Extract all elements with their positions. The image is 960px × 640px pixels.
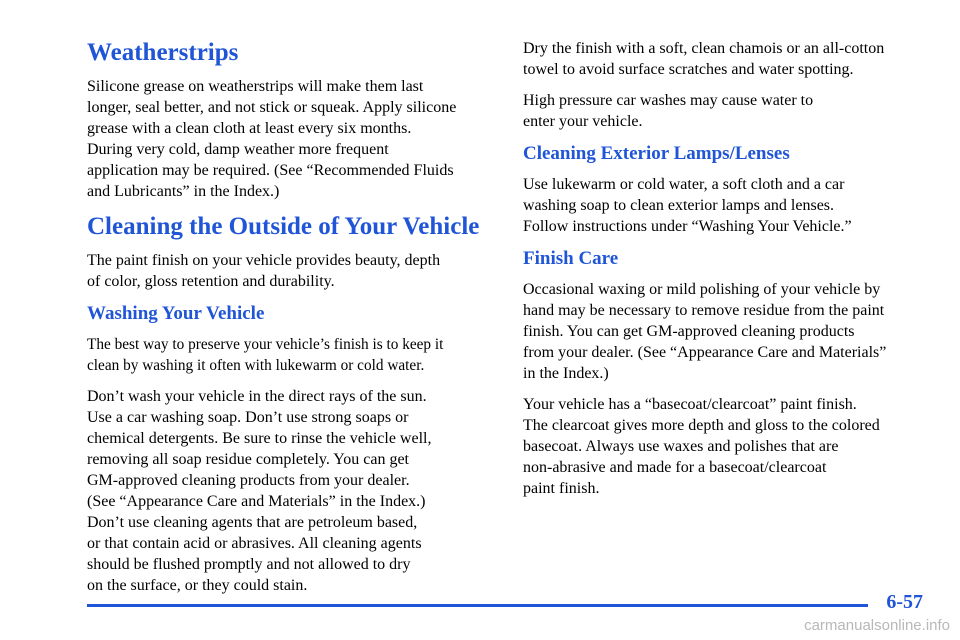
watermark: carmanualsonline.info bbox=[804, 617, 950, 634]
paragraph-weatherstrips: Silicone grease on weatherstrips will make them last longer, seal better, and not stick or squeak. Apply silicone grease with a clean cloth at least every six months. During very cold, damp weather more frequent application may be required. (See “Recommended Fluids and Lubricants” in the Index.) bbox=[87, 78, 457, 200]
right-column bbox=[523, 38, 935, 509]
paragraph-cleaning-lamps: Use lukewarm or cold water, a soft cloth and a car washing soap to clean exterior lamps and lenses. Follow instructions under “Washing Your Vehicle.” bbox=[523, 176, 852, 235]
paragraph-washing-1: The best way to preserve your vehicle’s finish is to keep it clean by washing it often with lukewarm or cold water. bbox=[87, 336, 444, 374]
heading-weatherstrips: Weatherstrips bbox=[87, 39, 239, 66]
left-column bbox=[87, 38, 492, 606]
heading-washing-vehicle: Washing Your Vehicle bbox=[87, 303, 265, 324]
heading-finish-care: Finish Care bbox=[523, 248, 619, 269]
page-number: 6-57 bbox=[886, 591, 923, 613]
paragraph-washing-2: Don’t wash your vehicle in the direct rays of the sun. Use a car washing soap. Don’t use strong soaps or chemical detergents. Be sure to rinse the vehicle well, removing all soap residue completely. You can get GM‐approved cleaning products from your dealer. (See “Appearance Care and Materials” in the Index.) Don’t use cleaning agents that are petroleum based, or that contain acid or abrasives. All cleaning agents should be flushed promptly and not allowed to dry on the surface, or they could stain. bbox=[87, 388, 432, 594]
paragraph-high-pressure: High pressure car washes may cause water to enter your vehicle. bbox=[523, 92, 814, 130]
paragraph-dry-finish: Dry the finish with a soft, clean chamois or an all‐cotton towel to avoid surface scratches and water spotting. bbox=[523, 40, 885, 78]
heading-cleaning-lamps: Cleaning Exterior Lamps/Lenses bbox=[523, 143, 790, 164]
paragraph-finish-care-2: Your vehicle has a “basecoat/clearcoat” paint finish. The clearcoat gives more depth and gloss to the colored basecoat. Always use waxes and polishes that are non‐abrasive and made for a basecoat/clearcoat paint finish. bbox=[523, 396, 880, 497]
paragraph-finish-care-1: Occasional waxing or mild polishing of your vehicle by hand may be necessary to remove residue from the paint finish. You can get GM‐approved cleaning products from your dealer. (See “Appearance Care and Materials” in the Index.) bbox=[523, 281, 887, 382]
paragraph-cleaning-outside: The paint finish on your vehicle provides beauty, depth of color, gloss retention and durability. bbox=[87, 252, 441, 290]
heading-cleaning-outside: Cleaning the Outside of Your Vehicle bbox=[87, 213, 480, 240]
footer-rule bbox=[87, 604, 868, 607]
